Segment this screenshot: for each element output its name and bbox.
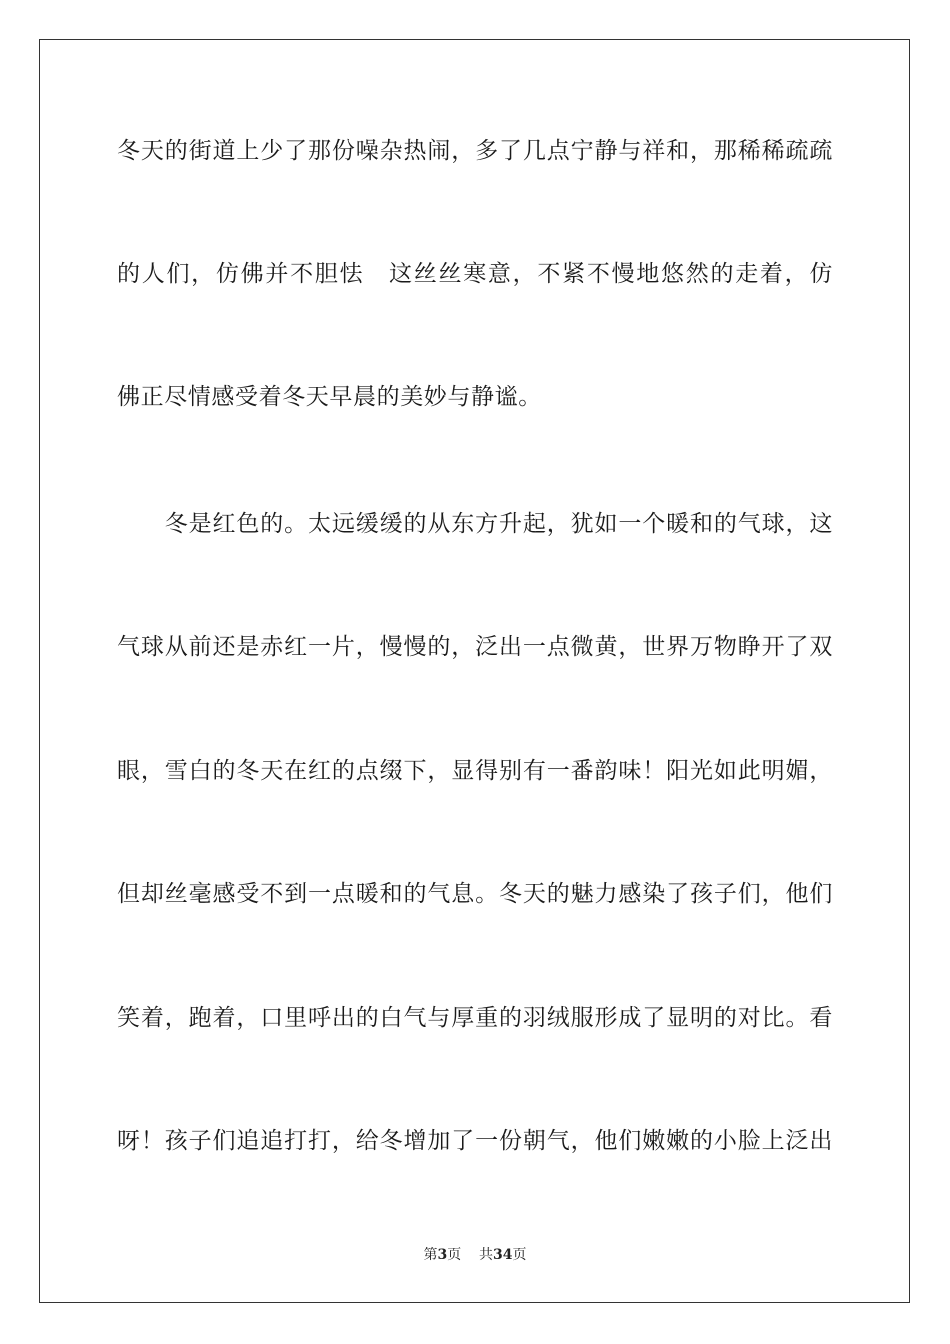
text-line-3: 佛正尽情感受着冬天早晨的美妙与静谧。 bbox=[117, 384, 542, 410]
text-line-6: 眼，雪白的冬天在红的点缀下，显得别有一番韵味！阳光如此明媚， bbox=[117, 758, 833, 784]
text-line-8: 笑着，跑着，口里呼出的白气与厚重的羽绒服形成了显明的对比。看 bbox=[117, 1005, 833, 1031]
total-prefix: 共 bbox=[479, 1247, 494, 1263]
text-line-4: 冬是红色的。太远缓缓的从东方升起，犹如一个暖和的气球，这 bbox=[117, 511, 833, 537]
page-current: 3 bbox=[437, 1247, 448, 1263]
text-line-9: 呀！孩子们追追打打，给冬增加了一份朝气，他们嫩嫩的小脸上泛出 bbox=[117, 1128, 833, 1154]
total-suffix: 页 bbox=[512, 1247, 527, 1263]
text-line-5: 气球从前还是赤红一片，慢慢的，泛出一点微黄，世界万物睁开了双 bbox=[117, 634, 833, 660]
page-frame bbox=[39, 39, 910, 1303]
text-line-1: 冬天的街道上少了那份噪杂热闹，多了几点宁静与祥和，那稀稀疏疏 bbox=[117, 138, 833, 164]
page-suffix: 页 bbox=[447, 1247, 462, 1263]
page-footer bbox=[0, 1246, 950, 1264]
page-prefix: 第 bbox=[423, 1247, 438, 1263]
text-line-2: 的人们，仿佛并不胆怯 这丝丝寒意，不紧不慢地悠然的走着，仿 bbox=[117, 261, 833, 287]
page-total: 34 bbox=[493, 1247, 513, 1263]
text-line-7: 但却丝毫感受不到一点暖和的气息。冬天的魅力感染了孩子们，他们 bbox=[117, 881, 833, 907]
